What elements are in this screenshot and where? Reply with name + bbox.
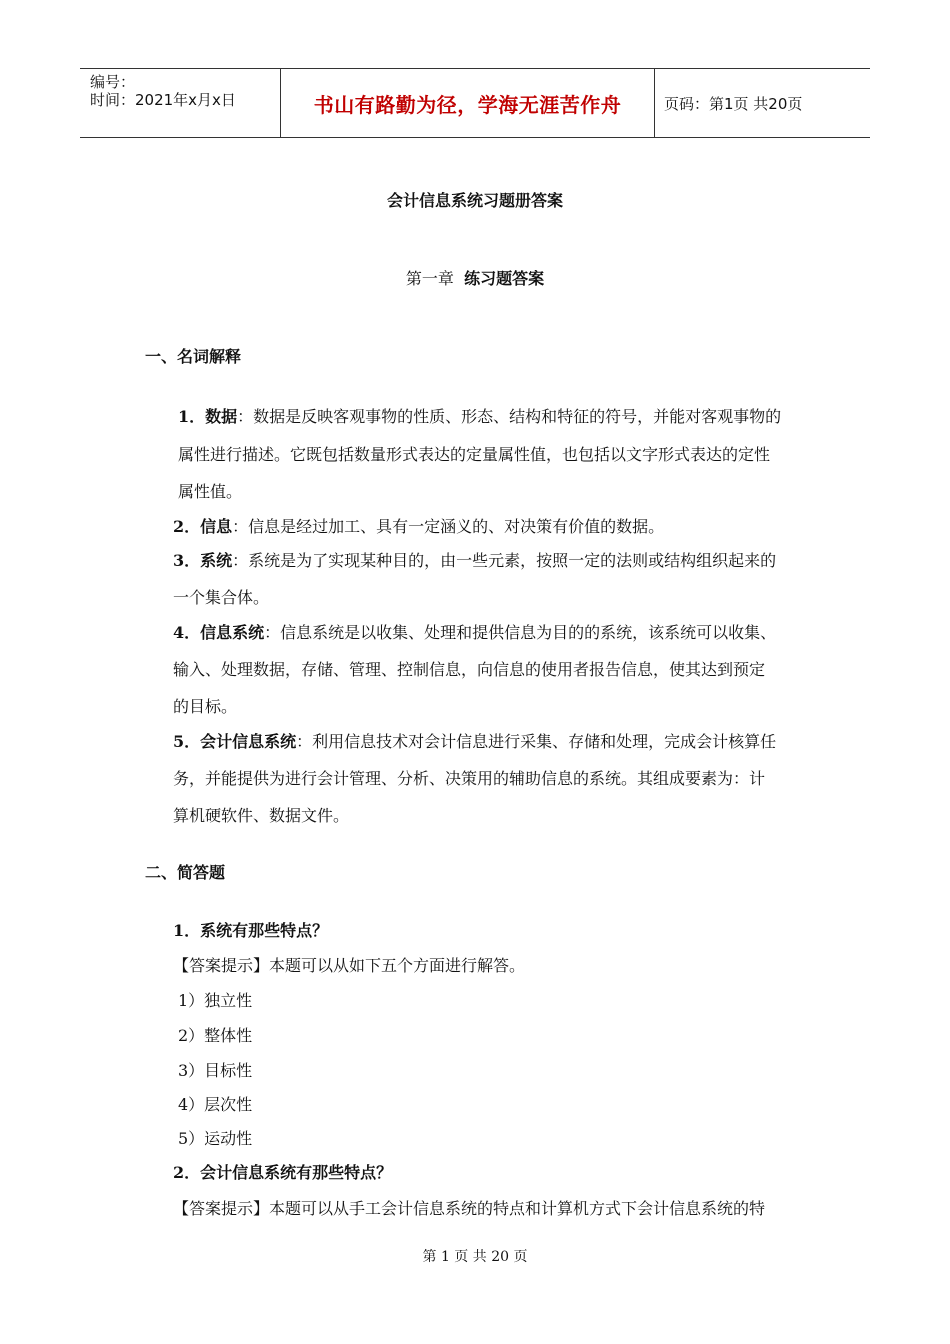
term-item [173, 620, 776, 643]
document-title: 会计信息系统习题册答案 [386, 191, 563, 210]
item-number: 4． [173, 623, 201, 642]
chapter-prefix: 第一章 [405, 269, 454, 288]
item-text: ：系统是为了实现某种目的，由一些元素，按照一定的法则或结构组织起来的 [232, 551, 777, 570]
item-term: 系统 [200, 551, 233, 570]
item-term: 信息系统 [200, 623, 265, 642]
question-2: 2．会计信息系统有那些特点？ [173, 1163, 393, 1182]
header-meta-cell [80, 69, 280, 137]
answer-point: 5）运动性 [178, 1129, 253, 1148]
item-text-line: 属性进行描述。它既包括数量形式表达的定量属性值，也包括以文字形式表达的定性 [178, 445, 771, 464]
number-label: 编号： [90, 73, 136, 91]
chapter-title [0, 266, 950, 289]
answer-point: 4）层次性 [178, 1095, 253, 1114]
answer-point: 2）整体性 [178, 1026, 253, 1045]
item-number: 2． [173, 517, 201, 536]
page-footer: 第 1 页 共 20 页 [422, 1249, 528, 1265]
item-term: 数据 [205, 407, 238, 426]
question-1: 1．系统有那些特点？ [173, 921, 329, 940]
term-item [173, 514, 664, 537]
section-heading-terms: 一、名词解释 [145, 347, 242, 366]
item-text-line: 算机硬软件、数据文件。 [173, 806, 350, 825]
item-text-line: 务，并能提供为进行会计管理、分析、决策用的辅助信息的系统。其组成要素为：计 [173, 769, 766, 788]
item-text-line: 一个集合体。 [173, 588, 270, 607]
document-header [80, 68, 870, 138]
item-number: 1． [178, 407, 206, 426]
page-info: 页码：第1页 共20页 [664, 94, 803, 113]
item-text: ：信息系统是以收集、处理和提供信息为目的的系统，该系统可以收集、 [264, 623, 777, 642]
item-text: ：数据是反映客观事物的性质、形态、结构和特征的符号，并能对客观事物的 [237, 407, 782, 426]
term-item [173, 729, 776, 752]
item-number: 5． [173, 732, 201, 751]
header-motto-cell [280, 69, 655, 137]
item-number: 3． [173, 551, 201, 570]
answer-point: 1）独立性 [178, 991, 253, 1010]
answer-hint-1: 【答案提示】本题可以从如下五个方面进行解答。 [173, 956, 526, 975]
item-term: 信息 [200, 517, 233, 536]
item-text: ：利用信息技术对会计信息进行采集、存储和处理，完成会计核算任 [296, 732, 777, 751]
time-label: 时间：2021年x月x日 [90, 91, 236, 109]
motto: 书山有路勤为径，学海无涯苦作舟 [313, 92, 622, 117]
header-page-cell [654, 69, 870, 137]
item-text: ：信息是经过加工、具有一定涵义的、对决策有价值的数据。 [232, 517, 665, 536]
item-text-line: 的目标。 [173, 697, 238, 716]
section-heading-questions: 二、简答题 [145, 863, 226, 882]
item-text-line: 属性值。 [178, 482, 243, 501]
chapter-name: 练习题答案 [464, 269, 545, 288]
answer-point: 3）目标性 [178, 1061, 253, 1080]
item-text-line: 输入、处理数据，存储、管理、控制信息，向信息的使用者报告信息，使其达到预定 [173, 660, 766, 679]
answer-hint-2: 【答案提示】本题可以从手工会计信息系统的特点和计算机方式下会计信息系统的特 [173, 1199, 766, 1218]
item-term: 会计信息系统 [200, 732, 297, 751]
term-item [173, 548, 776, 571]
term-item [178, 404, 781, 427]
